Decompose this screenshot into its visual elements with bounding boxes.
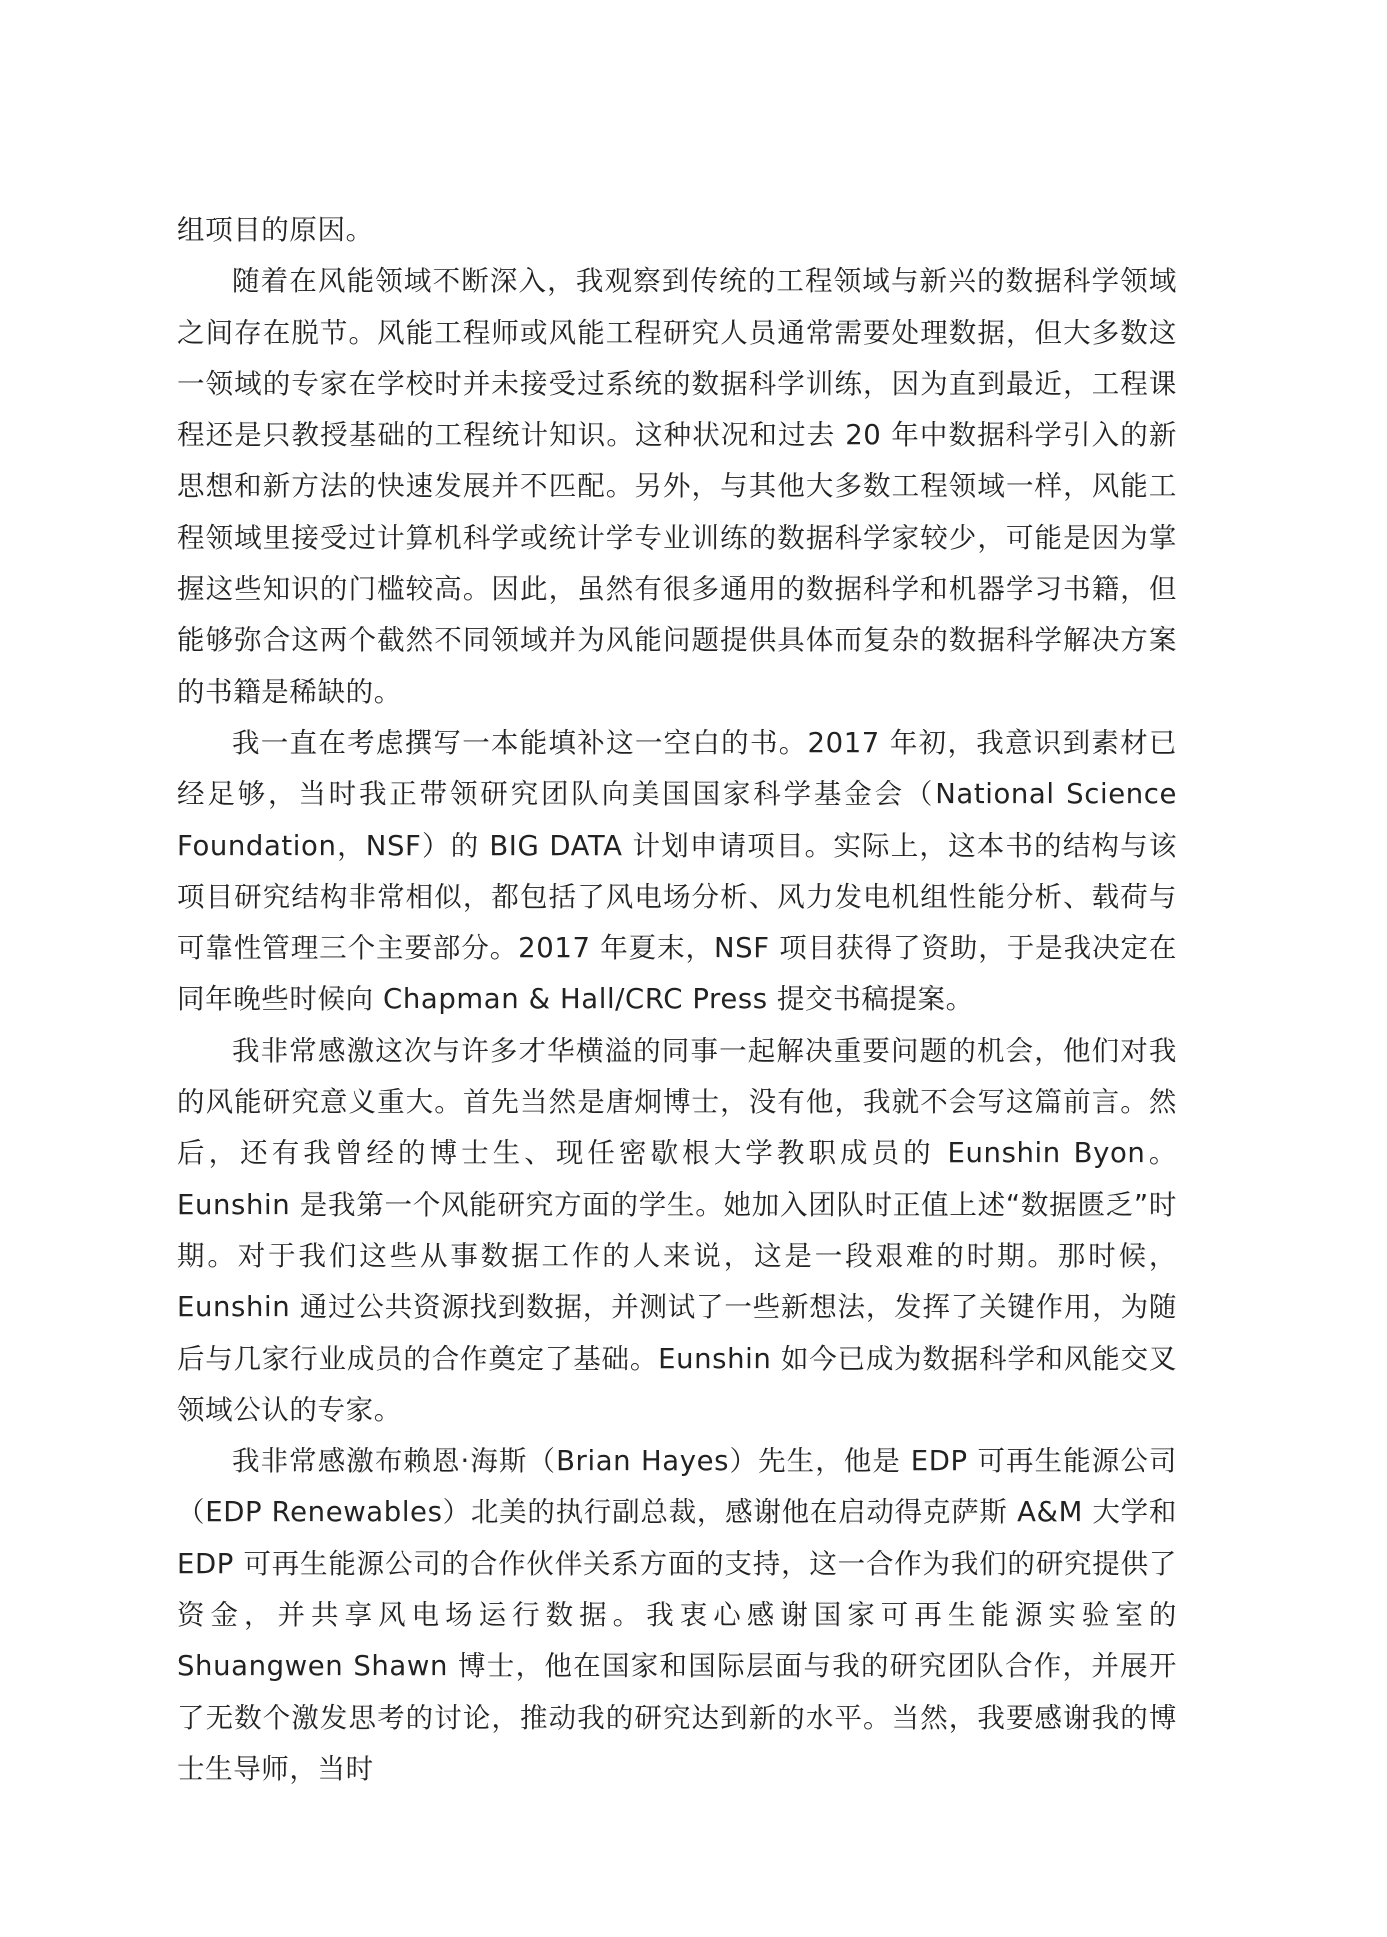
paragraph-acknowledgement-colleagues: 我非常感激这次与许多才华横溢的同事一起解决重要问题的机会，他们对我的风能研究意义重大。首先当然是唐炯博士，没有他，我就不会写这篇前言。然后，还有我曾经的博士生、现任密歇根大学教职成员的 Eunshin Byon。Eunshin 是我第一个风能研究方面的学生。她加入团队时正值上述“数据匮乏”时期。对于我们这些从事数据工作的人来说，这是一段艰难的时期。那时候，Eunshin 通过公共资源找到数据，并测试了一些新想法，发挥了关键作用，为随后与几家行业成员的合作奠定了基础。Eunshin 如今已成为数据科学和风能交叉领域公认的专家。 (177, 1034, 1177, 1426)
body-text (177, 205, 1177, 1795)
paragraph-acknowledgement-industry: 我非常感激布赖恩·海斯（Brian Hayes）先生，他是 EDP 可再生能源公司（EDP Renewables）北美的执行副总裁，感谢他在启动得克萨斯 A&M 大学和 EDP 可再生能源公司的合作伙伴关系方面的支持，这一合作为我们的研究提供了资金，并共享风电场运行数据。我衷心感谢国家可再生能源实验室的 Shuangwen Shawn 博士，他在国家和国际层面与我的研究团队合作，并展开了无数个激发思考的讨论，推动我的研究达到新的水平。当然，我要感谢我的博士生导师，当时 (177, 1445, 1177, 1785)
paragraph-data-science-gap: 随着在风能领域不断深入，我观察到传统的工程领域与新兴的数据科学领域之间存在脱节。风能工程师或风能工程研究人员通常需要处理数据，但大多数这一领域的专家在学校时并未接受过系统的数据科学训练，因为直到最近，工程课程还是只教授基础的工程统计知识。这种状况和过去 20 年中数据科学引入的新思想和新方法的快速发展并不匹配。另外，与其他大多数工程领域一样，风能工程领域里接受过计算机科学或统计学专业训练的数据科学家较少，可能是因为掌握这些知识的门槛较高。因此，虽然有很多通用的数据科学和机器学习书籍，但能够弥合这两个截然不同领域并为风能问题提供具体而复杂的数据科学解决方案的书籍是稀缺的。 (177, 265, 1177, 708)
paragraph-continuation: 组项目的原因。 (177, 214, 374, 246)
paragraph-book-origin: 我一直在考虑撰写一本能填补这一空白的书。2017 年初，我意识到素材已经足够，当时我正带领研究团队向美国国家科学基金会（National Science Foundation，NSF）的 BIG DATA 计划申请项目。实际上，这本书的结构与该项目研究结构非常相似，都包括了风电场分析、风力发电机组性能分析、载荷与可靠性管理三个主要部分。2017 年夏末，NSF 项目获得了资助，于是我决定在同年晚些时候向 Chapman & Hall/CRC Press 提交书稿提案。 (177, 726, 1177, 1016)
